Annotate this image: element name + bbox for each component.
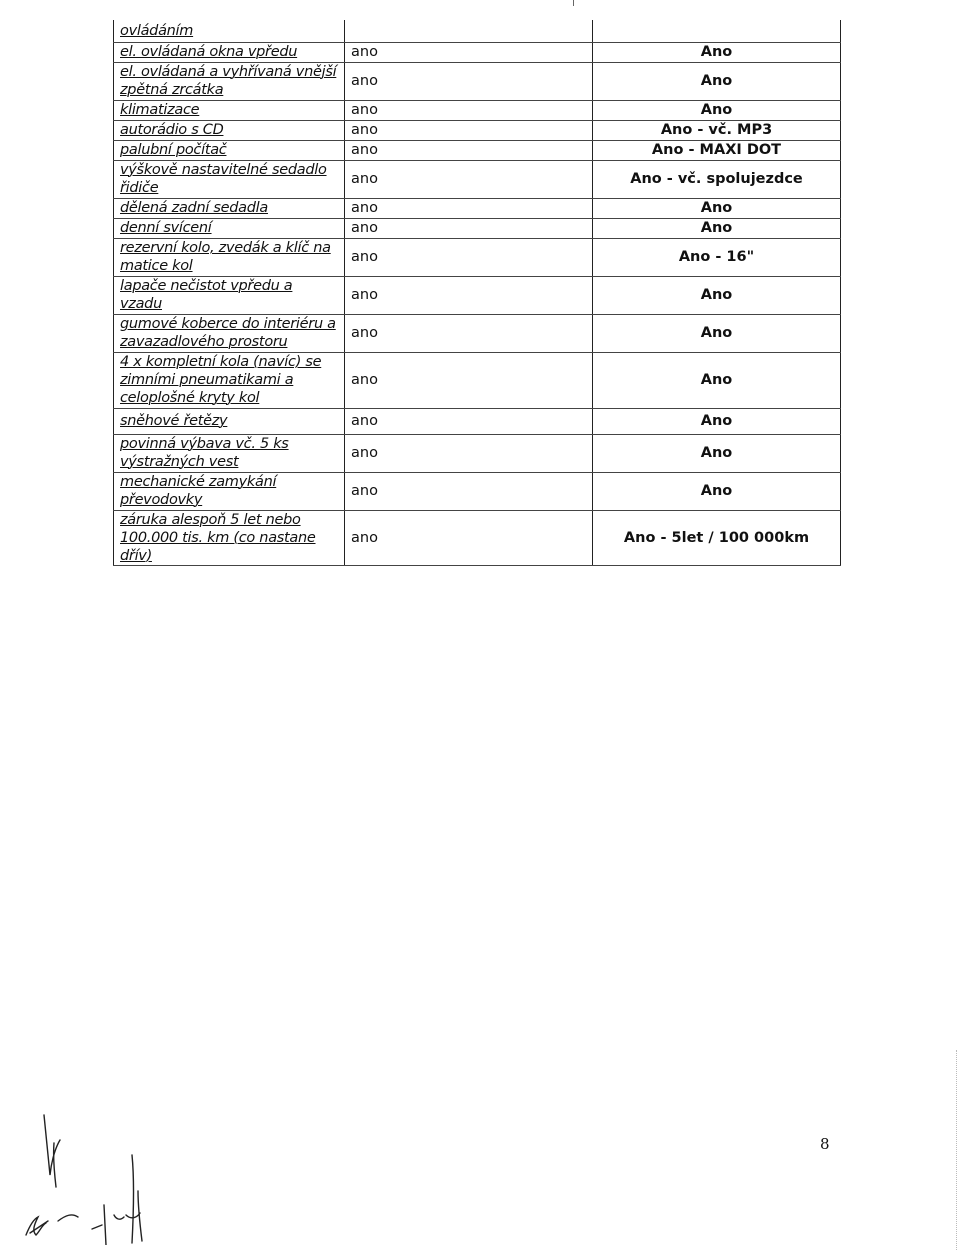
feature-label: 4 x kompletní kola (navíc) se zimními pneumatikami a celoplošné kryty kol — [120, 354, 322, 406]
required-value-cell: ano — [345, 160, 593, 198]
offered-value-cell: Ano - vč. MP3 — [593, 120, 841, 140]
required-value-cell: ano — [345, 100, 593, 120]
feature-cell — [114, 510, 345, 565]
scan-edge — [956, 1050, 958, 1250]
offered-value-cell — [593, 20, 841, 42]
required-value-cell: ano — [345, 408, 593, 434]
page-edge-mark — [573, 0, 574, 6]
feature-cell — [114, 42, 345, 62]
required-value-cell: ano — [345, 434, 593, 472]
feature-label: sněhové řetězy — [120, 413, 228, 429]
required-value-cell: ano — [345, 218, 593, 238]
feature-label: rezervní kolo, zvedák a klíč na matice kol — [120, 240, 331, 274]
feature-cell — [114, 100, 345, 120]
required-value-cell — [345, 20, 593, 42]
table-row — [114, 218, 841, 238]
offered-value-cell: Ano - 5let / 100 000km — [593, 510, 841, 565]
feature-cell — [114, 120, 345, 140]
table-row — [114, 352, 841, 408]
table-row — [114, 100, 841, 120]
required-value-cell: ano — [345, 276, 593, 314]
feature-cell — [114, 434, 345, 472]
table-row — [114, 408, 841, 434]
feature-label: povinná výbava vč. 5 ks výstražných vest — [120, 436, 289, 470]
feature-cell — [114, 62, 345, 100]
offered-value-cell: Ano — [593, 62, 841, 100]
feature-cell — [114, 314, 345, 352]
feature-label: výškově nastavitelné sedadlo řidiče — [120, 162, 327, 196]
feature-cell — [114, 218, 345, 238]
feature-label: mechanické zamykání převodovky — [120, 474, 277, 508]
feature-cell — [114, 140, 345, 160]
offered-value-cell: Ano - vč. spolujezdce — [593, 160, 841, 198]
feature-label: gumové koberce do interiéru a zavazadlového prostoru — [120, 316, 336, 350]
feature-label: denní svícení — [120, 220, 212, 236]
feature-cell — [114, 198, 345, 218]
offered-value-cell: Ano — [593, 100, 841, 120]
feature-label: palubní počítač — [120, 142, 227, 158]
required-value-cell: ano — [345, 62, 593, 100]
table-row — [114, 42, 841, 62]
offered-value-cell: Ano — [593, 42, 841, 62]
required-value-cell: ano — [345, 140, 593, 160]
feature-label: el. ovládaná a vyhřívaná vnější zpětná zrcátka — [120, 64, 337, 98]
offered-value-cell: Ano — [593, 352, 841, 408]
offered-value-cell: Ano - MAXI DOT — [593, 140, 841, 160]
handwritten-signature — [20, 1095, 160, 1245]
page-number: 8 — [820, 1135, 830, 1153]
table-row — [114, 276, 841, 314]
offered-value-cell: Ano — [593, 472, 841, 510]
offered-value-cell: Ano — [593, 314, 841, 352]
table-row — [114, 20, 841, 42]
required-value-cell: ano — [345, 314, 593, 352]
offered-value-cell: Ano - 16" — [593, 238, 841, 276]
required-value-cell: ano — [345, 120, 593, 140]
required-value-cell: ano — [345, 352, 593, 408]
required-value-cell: ano — [345, 510, 593, 565]
table-row — [114, 434, 841, 472]
feature-cell — [114, 238, 345, 276]
offered-value-cell: Ano — [593, 434, 841, 472]
table-row — [114, 198, 841, 218]
table-row — [114, 160, 841, 198]
required-value-cell: ano — [345, 472, 593, 510]
feature-cell — [114, 20, 345, 42]
feature-label: ovládáním — [120, 22, 194, 39]
table-row — [114, 62, 841, 100]
offered-value-cell: Ano — [593, 408, 841, 434]
table-row — [114, 238, 841, 276]
offered-value-cell: Ano — [593, 218, 841, 238]
table-row — [114, 510, 841, 565]
table-row — [114, 472, 841, 510]
feature-cell — [114, 276, 345, 314]
feature-cell — [114, 472, 345, 510]
feature-cell — [114, 160, 345, 198]
feature-label: lapače nečistot vpředu a vzadu — [120, 278, 293, 312]
required-value-cell: ano — [345, 198, 593, 218]
feature-cell — [114, 408, 345, 434]
feature-label: autorádio s CD — [120, 122, 224, 138]
feature-label: klimatizace — [120, 102, 200, 118]
offered-value-cell: Ano — [593, 198, 841, 218]
table-row — [114, 140, 841, 160]
table-row — [114, 120, 841, 140]
equipment-table — [113, 20, 841, 566]
feature-label: el. ovládaná okna vpředu — [120, 44, 298, 60]
required-value-cell: ano — [345, 42, 593, 62]
table-row — [114, 314, 841, 352]
feature-label: záruka alespoň 5 let nebo 100.000 tis. km (co nastane dřív) — [120, 511, 316, 564]
feature-cell — [114, 352, 345, 408]
offered-value-cell: Ano — [593, 276, 841, 314]
required-value-cell: ano — [345, 238, 593, 276]
feature-label: dělená zadní sedadla — [120, 200, 268, 216]
